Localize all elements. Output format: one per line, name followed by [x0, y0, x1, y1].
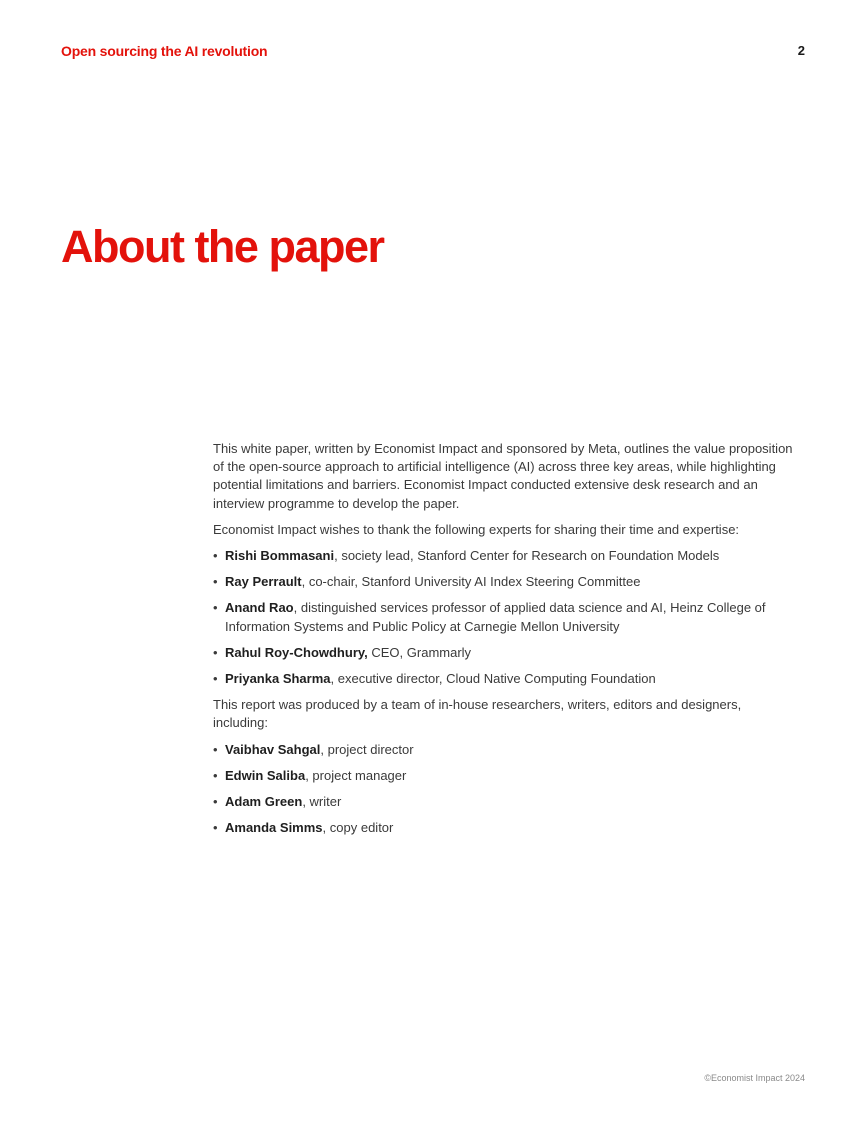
list-item	[213, 819, 798, 837]
bullet-icon: •	[213, 600, 218, 616]
team-member-role: , copy editor	[322, 820, 394, 836]
list-item	[213, 644, 798, 662]
expert-role: , co-chair, Stanford University AI Index Steering Committee	[301, 574, 641, 590]
experts-list	[213, 547, 798, 688]
bullet-icon: •	[213, 671, 218, 687]
bullet-icon: •	[213, 548, 218, 564]
list-item	[213, 767, 798, 785]
team-member-name: Edwin Saliba	[225, 767, 306, 783]
expert-name: Anand Rao	[225, 600, 294, 616]
intro-paragraph: This white paper, written by Economist Impact and sponsored by Meta, outlines the value proposition of the open-source approach to artificial intelligence (AI) across three key areas, while highlighting potential limitations and barriers. Economist Impact conducted extensive desk research and an interview programme to develop the paper.	[213, 441, 793, 511]
expert-role: CEO, Grammarly	[367, 644, 472, 660]
content-body	[213, 440, 798, 845]
bullet-icon: •	[213, 574, 218, 590]
expert-role: , distinguished services professor of applied data science and AI, Heinz College of Information Systems and Public Policy at Carnegie Mellon University	[225, 600, 766, 634]
list-item	[213, 670, 798, 688]
team-member-role: , project director	[320, 741, 414, 757]
list-item	[213, 793, 798, 811]
bullet-icon: •	[213, 794, 218, 810]
team-list	[213, 741, 798, 838]
list-item	[213, 741, 798, 759]
expert-role: , executive director, Cloud Native Computing Foundation	[330, 671, 656, 687]
bullet-icon: •	[213, 767, 218, 783]
bullet-icon: •	[213, 820, 218, 836]
page-title: About the paper	[61, 221, 384, 272]
running-title: Open sourcing the AI revolution	[61, 43, 268, 59]
bullet-icon: •	[213, 644, 218, 660]
team-member-name: Adam Green	[225, 794, 303, 810]
list-item	[213, 547, 798, 565]
list-item	[213, 599, 798, 635]
team-member-role: , project manager	[305, 767, 407, 783]
team-member-name: Vaibhav Sahgal	[225, 741, 321, 757]
experts-intro: Economist Impact wishes to thank the following experts for sharing their time and expertise:	[213, 521, 740, 537]
expert-role: , society lead, Stanford Center for Research on Foundation Models	[334, 548, 720, 564]
team-member-name: Amanda Simms	[225, 820, 323, 836]
expert-name: Priyanka Sharma	[225, 671, 331, 687]
expert-name: Ray Perrault	[225, 574, 302, 590]
page-number: 2	[797, 43, 805, 58]
bullet-icon: •	[213, 741, 218, 757]
list-item	[213, 573, 798, 591]
team-intro: This report was produced by a team of in-house researchers, writers, editors and designers, including:	[213, 697, 742, 731]
footer-copyright: ©Economist Impact 2024	[704, 1073, 805, 1083]
expert-name: Rishi Bommasani	[225, 548, 335, 564]
team-member-role: , writer	[302, 794, 342, 810]
expert-name: Rahul Roy-Chowdhury,	[225, 644, 368, 660]
